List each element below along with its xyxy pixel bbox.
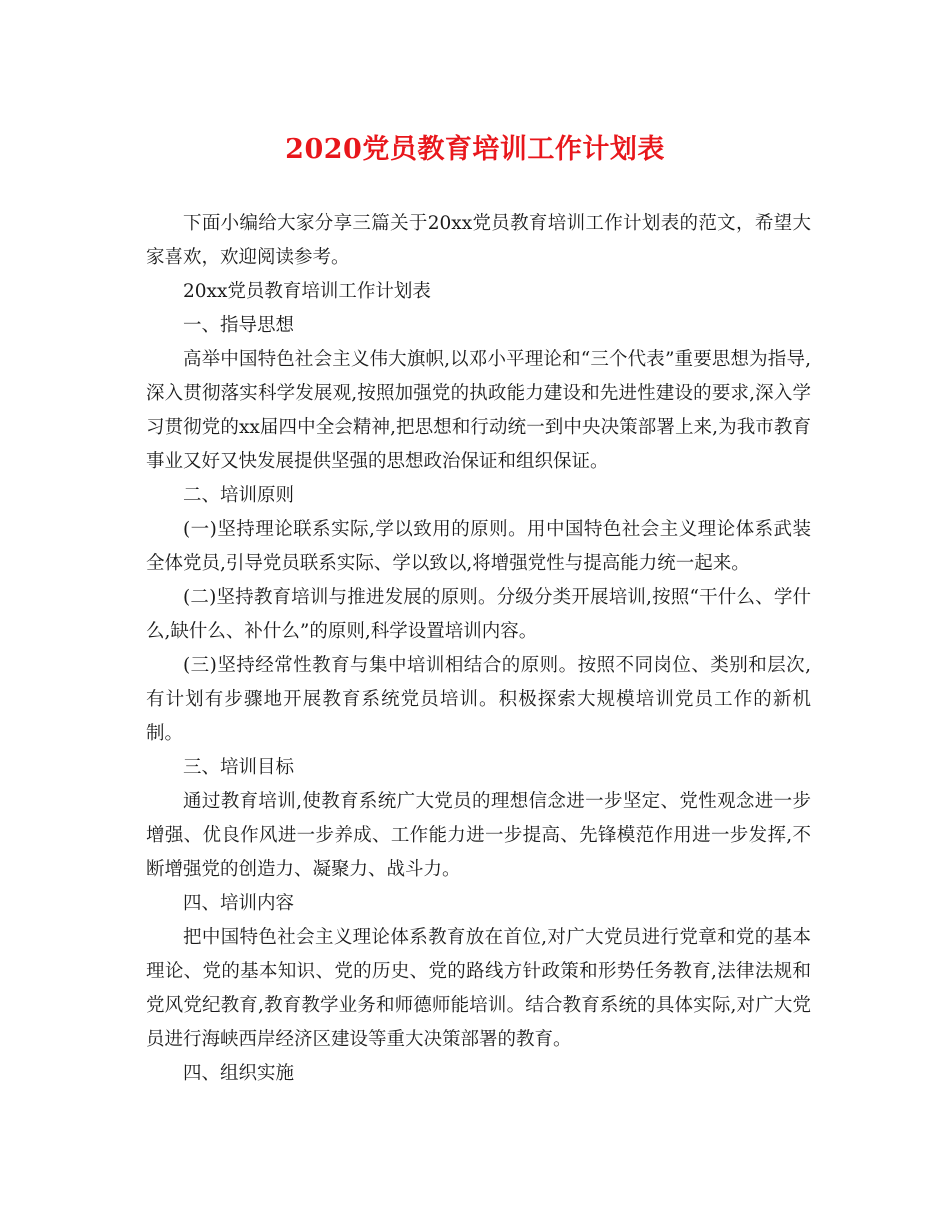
principle-2-paragraph: (二)坚持教育培训与推进发展的原则。分级分类开展培训,按照“干什么、学什么,缺什么、补什么”的原则,科学设置培训内容。: [146, 587, 811, 642]
principle-1-paragraph: (一)坚持理论联系实际,学以致用的原则。用中国特色社会主义理论体系武装全体党员,引导党员联系实际、学以致以,将增强党性与提高能力统一起来。: [146, 519, 811, 574]
section-heading-guiding-thought: 一、指导思想: [183, 315, 295, 336]
document-body: [146, 207, 811, 1091]
training-goals-paragraph: 通过教育培训,使教育系统广大党员的理想信念进一步坚定、党性观念进一步增强、优良作风进一步养成、工作能力进一步提高、先锋模范作用进一步发挥,不断增强党的创造力、凝聚力、战斗力。: [146, 791, 811, 880]
section-heading-training-principles: 二、培训原则: [183, 485, 295, 506]
section-heading-organization: 四、组织实施: [183, 1063, 295, 1084]
guiding-thought-paragraph: 高举中国特色社会主义伟大旗帜,以邓小平理论和“三个代表”重要思想为指导,深入贯彻落实科学发展观,按照加强党的执政能力建设和先进性建设的要求,深入学习贯彻党的xx届四中全会精神,把思想和行动统一到中央决策部署上来,为我市教育事业又好又快发展提供坚强的思想政治保证和组织保证。: [146, 349, 811, 472]
subtitle-paragraph: 20xx党员教育培训工作计划表: [183, 281, 431, 302]
intro-paragraph: 下面小编给大家分享三篇关于20xx党员教育培训工作计划表的范文，希望大家喜欢，欢迎阅读参考。: [146, 213, 811, 268]
training-content-paragraph: 把中国特色社会主义理论体系教育放在首位,对广大党员进行党章和党的基本理论、党的基本知识、党的历史、党的路线方针政策和形势任务教育,法律法规和党风党纪教育,教育教学业务和师德师能培训。结合教育系统的具体实际,对广大党员进行海峡西岸经济区建设等重大决策部署的教育。: [146, 927, 811, 1050]
section-heading-training-goals: 三、培训目标: [183, 757, 295, 778]
document-title: 2020党员教育培训工作计划表: [285, 134, 665, 165]
section-heading-training-content: 四、培训内容: [183, 893, 295, 914]
principle-3-paragraph: (三)坚持经常性教育与集中培训相结合的原则。按照不同岗位、类别和层次,有计划有步骤地开展教育系统党员培训。积极探索大规模培训党员工作的新机制。: [146, 655, 811, 744]
